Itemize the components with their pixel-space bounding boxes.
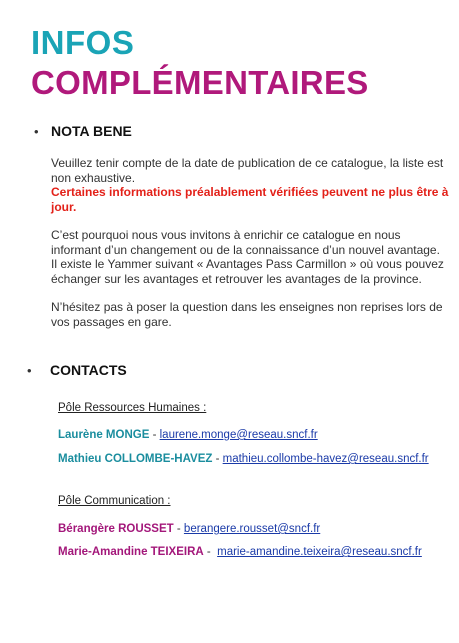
nota-bene-paragraph-3: N’hésitez pas à poser la question dans les enseignes non reprises lors de vos passages en gare. [51, 300, 443, 329]
contact-marie-amandine-teixeira: Marie-Amandine TEIXEIRA - marie-amandine.teixeira@reseau.sncf.fr [58, 546, 422, 558]
nota-bene-paragraph-2: C’est pourquoi nous vous invitons à enrichir ce catalogue en nous informant d’un changement ou de la connaissance d’un nouvel avantage. Il existe le Yammer suivant « Avantages Pass Carmillon » où vous pouvez échanger sur les avantages et retrouver les avantages de la province. [51, 228, 444, 286]
nota-bene-warning: Certaines informations préalablement vérifiées peuvent ne plus être à jour. [51, 185, 449, 214]
hr-department-label: Pôle Ressources Humaines : [58, 402, 207, 414]
contact-mathieu-collombe-havez: Mathieu COLLOMBE-HAVEZ - mathieu.collombe-havez@reseau.sncf.fr [58, 453, 429, 465]
contact-name: Bérangère ROUSSET [58, 523, 174, 535]
email-link[interactable]: marie-amandine.teixeira@reseau.sncf.fr [217, 546, 422, 558]
contacts-bullet: • [27, 363, 32, 378]
page-title-line1: INFOS [31, 24, 135, 61]
contact-name: Mathieu COLLOMBE-HAVEZ [58, 453, 213, 465]
communication-department-label: Pôle Communication : [58, 495, 171, 507]
contact-name: Laurène MONGE [58, 429, 150, 441]
contact-name: Marie-Amandine TEIXEIRA [58, 546, 204, 558]
email-link[interactable]: berangere.rousset@sncf.fr [183, 523, 321, 535]
nota-bene-paragraph-1: Veuillez tenir compte de la date de publication de ce catalogue, la liste est non exhaustive. [51, 156, 444, 185]
email-link[interactable]: laurene.monge@reseau.sncf.fr [159, 429, 318, 441]
nota-bene-heading: NOTA BENE [51, 123, 132, 139]
page-title-line2: COMPLÉMENTAIRES [31, 64, 369, 101]
contacts-heading: CONTACTS [50, 362, 127, 378]
contact-berangere-rousset: Bérangère ROUSSET - berangere.rousset@sncf.fr [58, 523, 321, 535]
nota-bene-bullet: • [34, 124, 39, 139]
email-link[interactable]: mathieu.collombe-havez@reseau.sncf.fr [222, 453, 429, 465]
contact-laurene-monge: Laurène MONGE - laurene.monge@reseau.sncf.fr [58, 429, 318, 441]
